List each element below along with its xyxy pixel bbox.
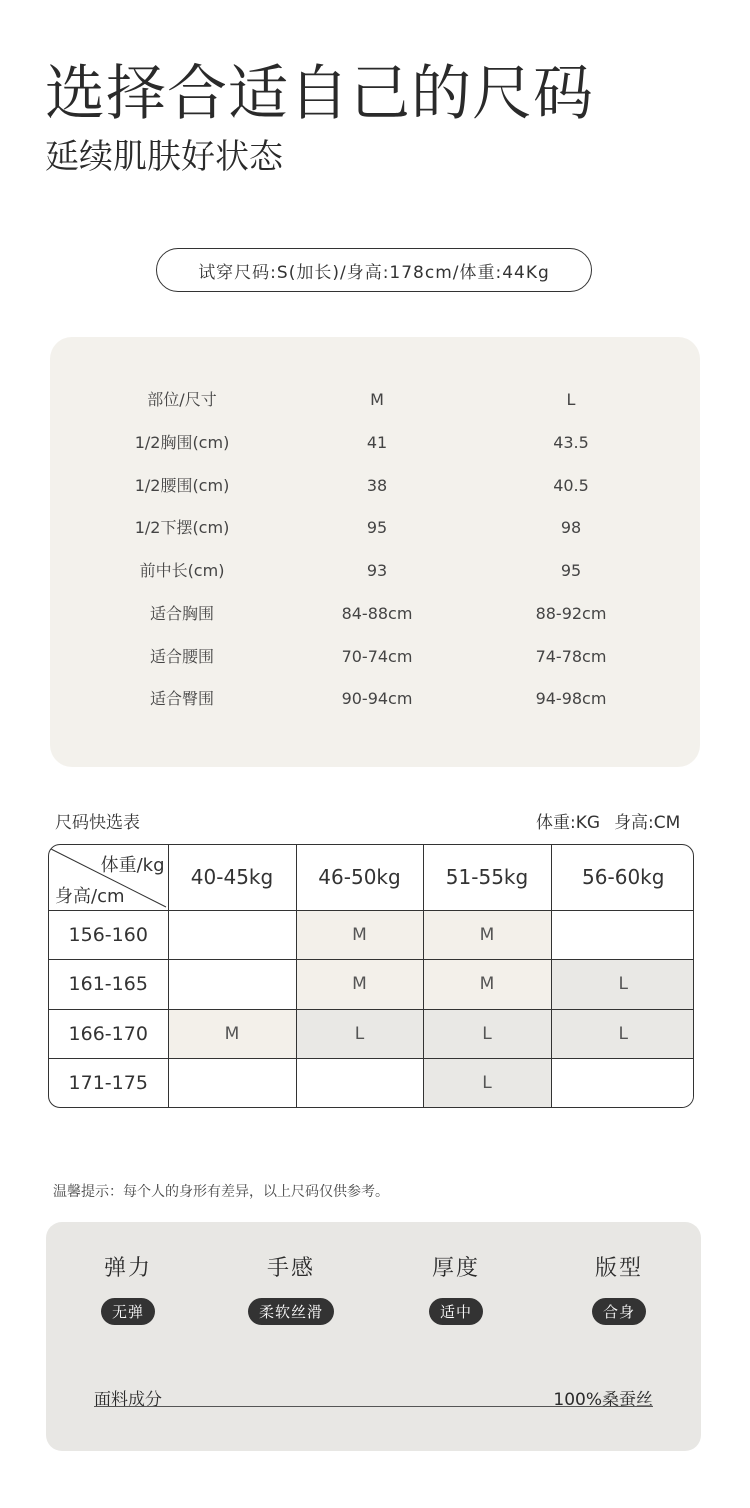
spec-cell: 93 — [366, 561, 388, 580]
table-row — [49, 1059, 694, 1107]
spec-cell: 1/2腰围(cm) — [134, 476, 230, 495]
size-cell: L — [423, 1059, 551, 1107]
spec-col-header: 部位/尺寸 — [147, 390, 217, 409]
table-row — [49, 960, 694, 1010]
page-subtitle: 延续肌肤好状态 — [45, 137, 283, 177]
table-row — [49, 910, 694, 960]
corner-weight-label: 体重/kg — [100, 855, 165, 876]
size-cell: L — [551, 960, 694, 1010]
fabric-value: 100%桑蚕丝 — [553, 1390, 653, 1410]
height-cell: 166-170 — [49, 1009, 168, 1059]
height-cell: 171-175 — [49, 1059, 168, 1107]
corner-height-label: 身高/cm — [55, 885, 125, 907]
size-cell: M — [423, 960, 551, 1010]
table-row — [49, 1009, 694, 1059]
spec-cell: 70-74cm — [341, 647, 413, 666]
size-cell: L — [423, 1009, 551, 1059]
spec-cell: 1/2胸围(cm) — [134, 433, 230, 452]
attribute-fit — [549, 1254, 689, 1325]
fabric-label: 面料成分 — [94, 1390, 162, 1410]
spec-cell: 95 — [366, 518, 388, 537]
spec-cell: 88-92cm — [535, 604, 607, 623]
weight-col-header: 56-60kg — [551, 845, 694, 910]
spec-cell: 90-94cm — [341, 689, 413, 708]
spec-cell: 适合腰围 — [149, 647, 215, 666]
size-spec-card — [50, 337, 700, 767]
height-unit-label: 身高:CM — [614, 813, 681, 833]
size-cell — [168, 1059, 296, 1107]
quick-select-title: 尺码快选表 — [55, 813, 140, 833]
quick-select-units — [536, 808, 680, 833]
spec-cell: 74-78cm — [535, 647, 607, 666]
spec-cell: 适合臀围 — [149, 689, 215, 708]
weight-unit-label: 体重:KG — [536, 813, 601, 833]
size-cell: L — [296, 1009, 423, 1059]
spec-cell: 43.5 — [553, 433, 589, 452]
attribute-thickness — [386, 1254, 526, 1325]
size-cell — [296, 1059, 423, 1107]
spec-cell: 98 — [560, 518, 582, 537]
corner-cell — [49, 845, 168, 910]
spec-col-header: L — [566, 390, 576, 409]
spec-cell: 适合胸围 — [149, 604, 215, 623]
spec-cell: 前中长(cm) — [139, 561, 225, 580]
size-spec-row — [50, 471, 700, 501]
spec-cell: 38 — [366, 476, 388, 495]
size-cell — [551, 910, 694, 960]
size-spec-row — [50, 556, 700, 586]
fabric-underline — [94, 1406, 653, 1407]
attribute-hand-feel — [221, 1254, 361, 1325]
table-header-row — [49, 845, 694, 910]
spec-cell: 94-98cm — [535, 689, 607, 708]
size-spec-row — [50, 513, 700, 543]
height-cell: 156-160 — [49, 910, 168, 960]
attribute-label: 版型 — [594, 1256, 643, 1281]
weight-col-header: 40-45kg — [168, 845, 296, 910]
size-spec-row — [50, 599, 700, 629]
fabric-attributes-card — [46, 1222, 701, 1451]
attribute-badge: 适中 — [429, 1298, 483, 1325]
size-cell — [551, 1059, 694, 1107]
height-cell: 161-165 — [49, 960, 168, 1010]
spec-col-header: M — [370, 390, 384, 409]
size-spec-row — [50, 642, 700, 672]
weight-col-header: 46-50kg — [296, 845, 423, 910]
size-cell: M — [296, 910, 423, 960]
attribute-badge: 合身 — [592, 1298, 646, 1325]
attribute-label: 弹力 — [103, 1256, 152, 1281]
spec-cell: 1/2下摆(cm) — [134, 518, 230, 537]
size-cell: M — [296, 960, 423, 1010]
weight-col-header: 51-55kg — [423, 845, 551, 910]
size-spec-row — [50, 428, 700, 458]
size-cell: L — [551, 1009, 694, 1059]
page-title: 选择合适自己的尺码 — [45, 59, 594, 129]
size-tip-text: 温馨提示：每个人的身形有差异，以上尺码仅供参考。 — [53, 1184, 389, 1200]
attribute-badge: 无弹 — [101, 1298, 155, 1325]
spec-cell: 95 — [560, 561, 582, 580]
quick-select-table — [48, 844, 694, 1108]
size-cell: M — [168, 1009, 296, 1059]
size-spec-row — [50, 684, 700, 714]
spec-cell: 41 — [366, 433, 388, 452]
spec-cell: 40.5 — [553, 476, 589, 495]
size-cell: M — [423, 910, 551, 960]
attribute-elasticity — [58, 1254, 198, 1325]
fit-note-badge: 试穿尺码:S(加长)/身高:178cm/体重:44Kg — [156, 248, 592, 292]
attribute-badge: 柔软丝滑 — [248, 1298, 334, 1325]
size-cell — [168, 910, 296, 960]
attribute-label: 厚度 — [431, 1256, 480, 1281]
size-spec-header — [50, 385, 700, 415]
spec-cell: 84-88cm — [341, 604, 413, 623]
attribute-label: 手感 — [266, 1256, 315, 1281]
size-cell — [168, 960, 296, 1010]
